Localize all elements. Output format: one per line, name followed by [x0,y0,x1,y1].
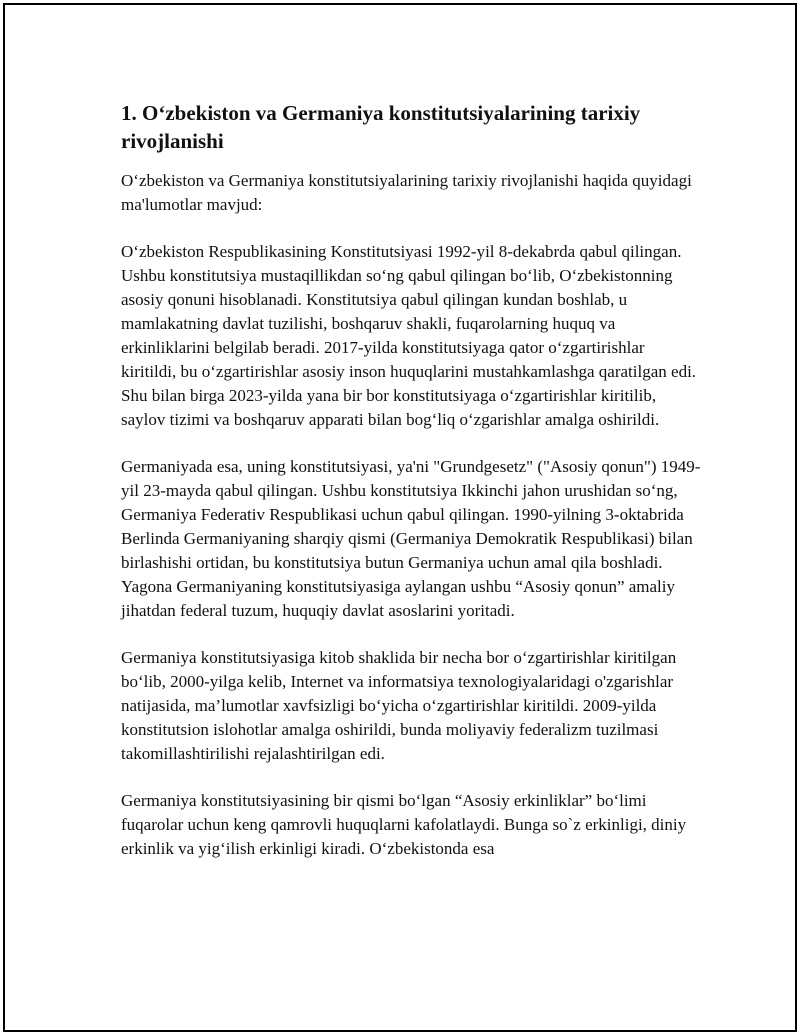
document-body [121,99,701,884]
section-heading: 1. O‘zbekiston va Germaniya konstitutsiyalarining tarixiy rivojlanishi [121,101,641,153]
paragraph-germany-amendments: Germaniya konstitutsiyasiga kitob shaklida bir necha bor o‘zgartirishlar kiritilgan bo‘lib, 2000-yilga kelib, Internet va informatsiya texnologiyalaridagi o'zgarishlar natijasida, ma’lumotlar xavfsizligi bo‘yicha o‘zgartirishlar kiritildi. 2009-yilda konstitutsion islohotlar amalga oshirildi, bunda moliyaviy federalizm tuzilmasi takomillashtirilishi rejalashtirilgan edi. [121,648,677,763]
document-page [3,3,797,1032]
paragraph-uzbekistan-constitution: O‘zbekiston Respublikasining Konstitutsiyasi 1992-yil 8-dekabrda qabul qilingan. Ushbu konstitutsiya mustaqillikdan so‘ng qabul qilingan bo‘lib, O‘zbekistonning asosiy qonuni hisoblanadi. Konstitutsiya qabul qilingan kundan boshlab, u mamlakatning davlat tuzilishi, boshqaruv shakli, fuqarolarning huquq va erkinliklarini belgilab beradi. 2017-yilda konstitutsiyaga qator o‘zgartirishlar kiritildi, bu o‘zgartirishlar asosiy inson huquqlarini mustahkamlashga qaratilgan edi. Shu bilan birga 2023-yilda yana bir bor konstitutsiyaga o‘zgartirishlar kiritilib, saylov tizimi va boshqaruv apparati bilan bog‘liq o‘zgarishlar amalga oshirildi. [121,242,697,429]
paragraph-germany-constitution: Germaniyada esa, uning konstitutsiyasi, ya'ni "Grundgesetz" ("Asosiy qonun") 1949-yil 23-mayda qabul qilingan. Ushbu konstitutsiya Ikkinchi jahon urushidan so‘ng, Germaniya Federativ Respublikasi uchun qabul qilingan. 1990-yilning 3-oktabrida Berlinda Germaniyaning sharqiy qismi (Germaniya Demokratik Respublikasi) bilan birlashishi ortidan, bu konstitutsiya butun Germaniya uchun amal qila boshladi. Yagona Germaniyaning konstitutsiyasiga aylangan ushbu “Asosiy qonun” amaliy jihatdan federal tuzum, huquqiy davlat asoslarini yoritadi. [121,457,701,620]
paragraph-basic-freedoms: Germaniya konstitutsiyasining bir qismi bo‘lgan “Asosiy erkinliklar” bo‘limi fuqarolar uchun keng qamrovli huquqlarni kafolatlaydi. Bunga so`z erkinligi, diniy erkinlik va yig‘ilish erkinligi kiradi. O‘zbekistonda esa [121,791,687,858]
paragraph-intro: O‘zbekiston va Germaniya konstitutsiyalarining tarixiy rivojlanishi haqida quyidagi ma'lumotlar mavjud: [121,171,692,214]
